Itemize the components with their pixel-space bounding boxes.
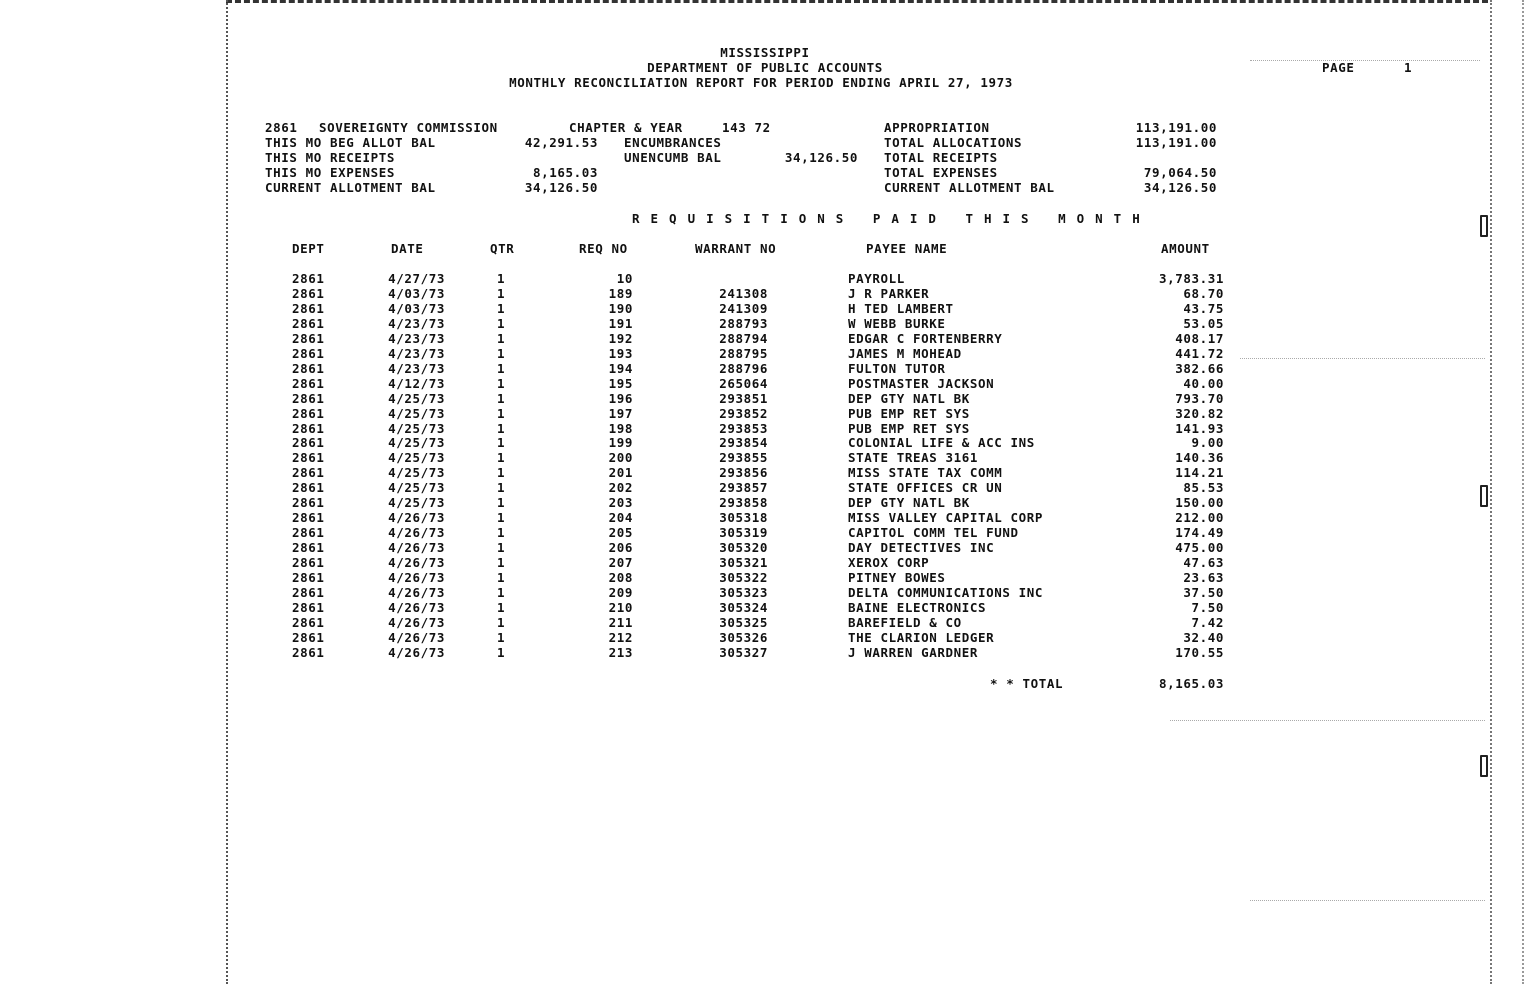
cell-dept: 2861 xyxy=(292,599,325,615)
total-amount: 8,165.03 xyxy=(1158,676,1224,691)
tractor-feed-hole xyxy=(1480,215,1488,237)
cell-payee-name: EDGAR C FORTENBERRY xyxy=(848,330,1003,346)
table-row xyxy=(0,645,1530,660)
cell-dept: 2861 xyxy=(292,570,325,585)
cell-dept: 2861 xyxy=(292,345,325,361)
cell-req-no: 209 xyxy=(608,584,633,600)
column-header-payee-name: PAYEE NAME xyxy=(866,241,948,256)
table-row xyxy=(0,555,1530,570)
cell-amount: 85.53 xyxy=(1183,480,1224,496)
cell-date: 4/23/73 xyxy=(388,345,445,361)
cell-date: 4/26/73 xyxy=(388,629,445,645)
table-row xyxy=(0,540,1530,555)
table-row xyxy=(0,331,1530,346)
column-header-qtr: QTR xyxy=(490,241,515,256)
cell-date: 4/25/73 xyxy=(388,405,445,421)
cell-date: 4/25/73 xyxy=(388,450,445,466)
cell-date: 4/03/73 xyxy=(388,300,445,316)
cell-date: 4/26/73 xyxy=(388,614,445,630)
cell-warrant-no: 288796 xyxy=(719,360,768,376)
table-row xyxy=(0,301,1530,316)
summary-value: 34,126.50 xyxy=(784,150,858,165)
table-row xyxy=(0,406,1530,421)
cell-qtr: 1 xyxy=(497,345,506,361)
cell-amount: 40.00 xyxy=(1183,375,1224,391)
table-row xyxy=(0,525,1530,540)
cell-req-no: 212 xyxy=(608,629,633,645)
summary-label: UNENCUMB BAL xyxy=(624,150,722,165)
summary-label: THIS MO EXPENSES xyxy=(265,165,396,180)
cell-qtr: 1 xyxy=(497,271,506,286)
cell-qtr: 1 xyxy=(497,614,506,630)
summary-label: THIS MO BEG ALLOT BAL xyxy=(265,135,436,150)
table-row xyxy=(0,495,1530,510)
cell-date: 4/03/73 xyxy=(388,285,445,301)
chapter-year-value: 143 72 xyxy=(722,120,771,135)
cell-dept: 2861 xyxy=(292,584,325,600)
cell-qtr: 1 xyxy=(497,644,506,660)
cell-req-no: 205 xyxy=(608,525,633,541)
cell-dept: 2861 xyxy=(292,330,325,346)
cell-qtr: 1 xyxy=(497,555,506,571)
cell-warrant-no: 305325 xyxy=(719,614,768,630)
section-title: REQUISITIONS PAID THIS MONTH xyxy=(632,211,1151,226)
cell-qtr: 1 xyxy=(497,629,506,645)
table-row xyxy=(0,510,1530,525)
cell-amount: 140.36 xyxy=(1175,450,1224,466)
cell-payee-name: MISS VALLEY CAPITAL CORP xyxy=(848,510,1044,526)
cell-payee-name: COLONIAL LIFE & ACC INS xyxy=(848,435,1035,451)
cell-dept: 2861 xyxy=(292,285,325,301)
cell-warrant-no: 288795 xyxy=(719,345,768,361)
cell-warrant-no: 305322 xyxy=(719,570,768,585)
page-number: 1 xyxy=(1404,60,1413,75)
cell-warrant-no: 305327 xyxy=(719,644,768,660)
summary-label: CURRENT ALLOTMENT BAL xyxy=(884,180,1055,195)
cell-dept: 2861 xyxy=(292,525,325,541)
cell-qtr: 1 xyxy=(497,525,506,541)
scan-guide-line xyxy=(1170,720,1485,721)
cell-payee-name: W WEBB BURKE xyxy=(848,315,946,331)
cell-warrant-no: 293857 xyxy=(719,480,768,496)
summary-label: CURRENT ALLOTMENT BAL xyxy=(265,180,436,195)
cell-amount: 7.42 xyxy=(1191,614,1224,630)
cell-req-no: 211 xyxy=(608,614,633,630)
column-header-amount: AMOUNT xyxy=(1161,241,1210,256)
cell-dept: 2861 xyxy=(292,300,325,316)
cell-req-no: 10 xyxy=(616,271,633,286)
cell-req-no: 213 xyxy=(608,644,633,660)
table-row xyxy=(0,271,1530,286)
cell-payee-name: PAYROLL xyxy=(848,271,905,286)
cell-warrant-no: 241309 xyxy=(719,300,768,316)
summary-value: 113,191.00 xyxy=(1135,120,1217,135)
table-row xyxy=(0,376,1530,391)
cell-dept: 2861 xyxy=(292,390,325,406)
cell-date: 4/26/73 xyxy=(388,525,445,541)
cell-warrant-no: 305318 xyxy=(719,510,768,526)
table-row xyxy=(0,316,1530,331)
cell-amount: 9.00 xyxy=(1191,435,1224,451)
cell-qtr: 1 xyxy=(497,420,506,436)
cell-dept: 2861 xyxy=(292,420,325,436)
cell-warrant-no: 305320 xyxy=(719,540,768,556)
cell-amount: 141.93 xyxy=(1175,420,1224,436)
cell-dept: 2861 xyxy=(292,315,325,331)
cell-qtr: 1 xyxy=(497,540,506,556)
cell-req-no: 189 xyxy=(608,285,633,301)
cell-warrant-no: 293854 xyxy=(719,435,768,451)
cell-dept: 2861 xyxy=(292,555,325,571)
cell-qtr: 1 xyxy=(497,495,506,511)
summary-label: APPROPRIATION xyxy=(884,120,990,135)
cell-req-no: 204 xyxy=(608,510,633,526)
cell-payee-name: PUB EMP RET SYS xyxy=(848,420,970,436)
cell-amount: 382.66 xyxy=(1175,360,1224,376)
cell-payee-name: DELTA COMMUNICATIONS INC xyxy=(848,584,1044,600)
cell-amount: 43.75 xyxy=(1183,300,1224,316)
column-header-date: DATE xyxy=(391,241,424,256)
cell-amount: 174.49 xyxy=(1175,525,1224,541)
cell-req-no: 193 xyxy=(608,345,633,361)
cell-amount: 793.70 xyxy=(1175,390,1224,406)
table-row xyxy=(0,421,1530,436)
cell-req-no: 202 xyxy=(608,480,633,496)
cell-amount: 53.05 xyxy=(1183,315,1224,331)
cell-amount: 23.63 xyxy=(1183,570,1224,585)
cell-req-no: 206 xyxy=(608,540,633,556)
table-row xyxy=(0,585,1530,600)
cell-dept: 2861 xyxy=(292,375,325,391)
cell-payee-name: FULTON TUTOR xyxy=(848,360,946,376)
cell-payee-name: XEROX CORP xyxy=(848,555,930,571)
summary-value: 79,064.50 xyxy=(1143,165,1217,180)
cell-payee-name: STATE TREAS 3161 xyxy=(848,450,979,466)
cell-payee-name: DAY DETECTIVES INC xyxy=(848,540,995,556)
cell-qtr: 1 xyxy=(497,450,506,466)
cell-req-no: 200 xyxy=(608,450,633,466)
cell-dept: 2861 xyxy=(292,629,325,645)
report-title: MONTHLY RECONCILIATION REPORT FOR PERIOD ENDING APRIL 27, 1973 xyxy=(509,75,1013,90)
cell-req-no: 201 xyxy=(608,465,633,481)
cell-warrant-no: 293855 xyxy=(719,450,768,466)
table-row xyxy=(0,630,1530,645)
summary-value: 113,191.00 xyxy=(1135,135,1217,150)
cell-payee-name: J WARREN GARDNER xyxy=(848,644,979,660)
cell-dept: 2861 xyxy=(292,614,325,630)
cell-payee-name: JAMES M MOHEAD xyxy=(848,345,962,361)
cell-date: 4/25/73 xyxy=(388,420,445,436)
cell-payee-name: CAPITOL COMM TEL FUND xyxy=(848,525,1019,541)
cell-req-no: 191 xyxy=(608,315,633,331)
cell-req-no: 197 xyxy=(608,405,633,421)
cell-date: 4/23/73 xyxy=(388,330,445,346)
cell-amount: 32.40 xyxy=(1183,629,1224,645)
cell-req-no: 194 xyxy=(608,360,633,376)
state-heading: MISSISSIPPI xyxy=(720,45,810,60)
cell-dept: 2861 xyxy=(292,644,325,660)
cell-date: 4/26/73 xyxy=(388,570,445,585)
table-row xyxy=(0,286,1530,301)
cell-warrant-no: 305321 xyxy=(719,555,768,571)
summary-label: TOTAL EXPENSES xyxy=(884,165,998,180)
cell-payee-name: PUB EMP RET SYS xyxy=(848,405,970,421)
cell-qtr: 1 xyxy=(497,510,506,526)
cell-date: 4/26/73 xyxy=(388,584,445,600)
cell-dept: 2861 xyxy=(292,405,325,421)
cell-req-no: 203 xyxy=(608,495,633,511)
table-row xyxy=(0,600,1530,615)
column-header-warrant-no: WARRANT NO xyxy=(695,241,777,256)
cell-date: 4/25/73 xyxy=(388,435,445,451)
cell-payee-name: BAINE ELECTRONICS xyxy=(848,599,987,615)
total-label: * * TOTAL xyxy=(990,676,1064,691)
summary-value: 8,165.03 xyxy=(532,165,598,180)
cell-qtr: 1 xyxy=(497,584,506,600)
chapter-year-label: CHAPTER & YEAR xyxy=(569,120,683,135)
cell-amount: 3,783.31 xyxy=(1158,271,1224,286)
cell-qtr: 1 xyxy=(497,480,506,496)
cell-dept: 2861 xyxy=(292,495,325,511)
table-row xyxy=(0,391,1530,406)
cell-warrant-no: 265064 xyxy=(719,375,768,391)
cell-payee-name: POSTMASTER JACKSON xyxy=(848,375,995,391)
cell-date: 4/26/73 xyxy=(388,540,445,556)
table-row xyxy=(0,570,1530,585)
cell-warrant-no: 293858 xyxy=(719,495,768,511)
cell-warrant-no: 293852 xyxy=(719,405,768,421)
table-row xyxy=(0,361,1530,376)
cell-date: 4/23/73 xyxy=(388,315,445,331)
cell-payee-name: H TED LAMBERT xyxy=(848,300,954,316)
table-row xyxy=(0,346,1530,361)
cell-req-no: 195 xyxy=(608,375,633,391)
cell-dept: 2861 xyxy=(292,480,325,496)
cell-date: 4/26/73 xyxy=(388,644,445,660)
cell-req-no: 192 xyxy=(608,330,633,346)
table-row xyxy=(0,465,1530,480)
cell-amount: 114.21 xyxy=(1175,465,1224,481)
department-heading: DEPARTMENT OF PUBLIC ACCOUNTS xyxy=(647,60,883,75)
cell-payee-name: STATE OFFICES CR UN xyxy=(848,480,1003,496)
cell-warrant-no: 305326 xyxy=(719,629,768,645)
cell-warrant-no: 288794 xyxy=(719,330,768,346)
cell-req-no: 196 xyxy=(608,390,633,406)
cell-date: 4/25/73 xyxy=(388,390,445,406)
cell-date: 4/25/73 xyxy=(388,465,445,481)
cell-qtr: 1 xyxy=(497,570,506,585)
cell-dept: 2861 xyxy=(292,360,325,376)
column-header-req-no: REQ NO xyxy=(579,241,628,256)
summary-value: 34,126.50 xyxy=(1143,180,1217,195)
cell-date: 4/26/73 xyxy=(388,555,445,571)
summary-label: ENCUMBRANCES xyxy=(624,135,722,150)
cell-warrant-no: 288793 xyxy=(719,315,768,331)
cell-date: 4/27/73 xyxy=(388,271,445,286)
cell-warrant-no: 293853 xyxy=(719,420,768,436)
cell-qtr: 1 xyxy=(497,300,506,316)
cell-qtr: 1 xyxy=(497,285,506,301)
summary-label: TOTAL ALLOCATIONS xyxy=(884,135,1023,150)
cell-date: 4/25/73 xyxy=(388,480,445,496)
summary-label: THIS MO RECEIPTS xyxy=(265,150,396,165)
cell-amount: 441.72 xyxy=(1175,345,1224,361)
cell-amount: 150.00 xyxy=(1175,495,1224,511)
cell-qtr: 1 xyxy=(497,465,506,481)
page-label: PAGE xyxy=(1322,60,1355,75)
cell-qtr: 1 xyxy=(497,375,506,391)
cell-payee-name: DEP GTY NATL BK xyxy=(848,390,970,406)
cell-payee-name: J R PARKER xyxy=(848,285,930,301)
cell-payee-name: MISS STATE TAX COMM xyxy=(848,465,1003,481)
cell-dept: 2861 xyxy=(292,510,325,526)
table-row xyxy=(0,480,1530,495)
cell-payee-name: THE CLARION LEDGER xyxy=(848,629,995,645)
cell-payee-name: BAREFIELD & CO xyxy=(848,614,962,630)
cell-warrant-no: 305319 xyxy=(719,525,768,541)
cell-date: 4/26/73 xyxy=(388,510,445,526)
summary-label: TOTAL RECEIPTS xyxy=(884,150,998,165)
cell-amount: 68.70 xyxy=(1183,285,1224,301)
cell-req-no: 190 xyxy=(608,300,633,316)
cell-qtr: 1 xyxy=(497,315,506,331)
tractor-feed-hole xyxy=(1480,755,1488,777)
cell-amount: 475.00 xyxy=(1175,540,1224,556)
cell-warrant-no: 305324 xyxy=(719,599,768,615)
cell-qtr: 1 xyxy=(497,330,506,346)
cell-req-no: 199 xyxy=(608,435,633,451)
cell-amount: 320.82 xyxy=(1175,405,1224,421)
cell-dept: 2861 xyxy=(292,435,325,451)
cell-qtr: 1 xyxy=(497,390,506,406)
cell-warrant-no: 305323 xyxy=(719,584,768,600)
cell-qtr: 1 xyxy=(497,435,506,451)
dept-name: SOVEREIGNTY COMMISSION xyxy=(319,120,498,135)
cell-warrant-no: 293851 xyxy=(719,390,768,406)
cell-date: 4/12/73 xyxy=(388,375,445,391)
cell-payee-name: DEP GTY NATL BK xyxy=(848,495,970,511)
cell-date: 4/25/73 xyxy=(388,495,445,511)
cell-amount: 7.50 xyxy=(1191,599,1224,615)
column-header-dept: DEPT xyxy=(292,241,325,256)
cell-date: 4/23/73 xyxy=(388,360,445,376)
scan-guide-line xyxy=(1250,900,1485,901)
cell-dept: 2861 xyxy=(292,465,325,481)
cell-amount: 47.63 xyxy=(1183,555,1224,571)
cell-qtr: 1 xyxy=(497,360,506,376)
cell-req-no: 207 xyxy=(608,555,633,571)
cell-amount: 408.17 xyxy=(1175,330,1224,346)
cell-dept: 2861 xyxy=(292,271,325,286)
cell-payee-name: PITNEY BOWES xyxy=(848,570,946,585)
cell-qtr: 1 xyxy=(497,599,506,615)
summary-value: 34,126.50 xyxy=(524,180,598,195)
cell-req-no: 210 xyxy=(608,599,633,615)
cell-req-no: 198 xyxy=(608,420,633,436)
cell-amount: 37.50 xyxy=(1183,584,1224,600)
cell-req-no: 208 xyxy=(608,570,633,585)
table-row xyxy=(0,450,1530,465)
summary-value: 42,291.53 xyxy=(524,135,598,150)
cell-warrant-no: 293856 xyxy=(719,465,768,481)
cell-qtr: 1 xyxy=(497,405,506,421)
cell-date: 4/26/73 xyxy=(388,599,445,615)
dept-code: 2861 xyxy=(265,120,298,135)
table-row xyxy=(0,615,1530,630)
cell-amount: 170.55 xyxy=(1175,644,1224,660)
cell-dept: 2861 xyxy=(292,540,325,556)
cell-amount: 212.00 xyxy=(1175,510,1224,526)
table-row xyxy=(0,435,1530,450)
cell-warrant-no: 241308 xyxy=(719,285,768,301)
cell-dept: 2861 xyxy=(292,450,325,466)
